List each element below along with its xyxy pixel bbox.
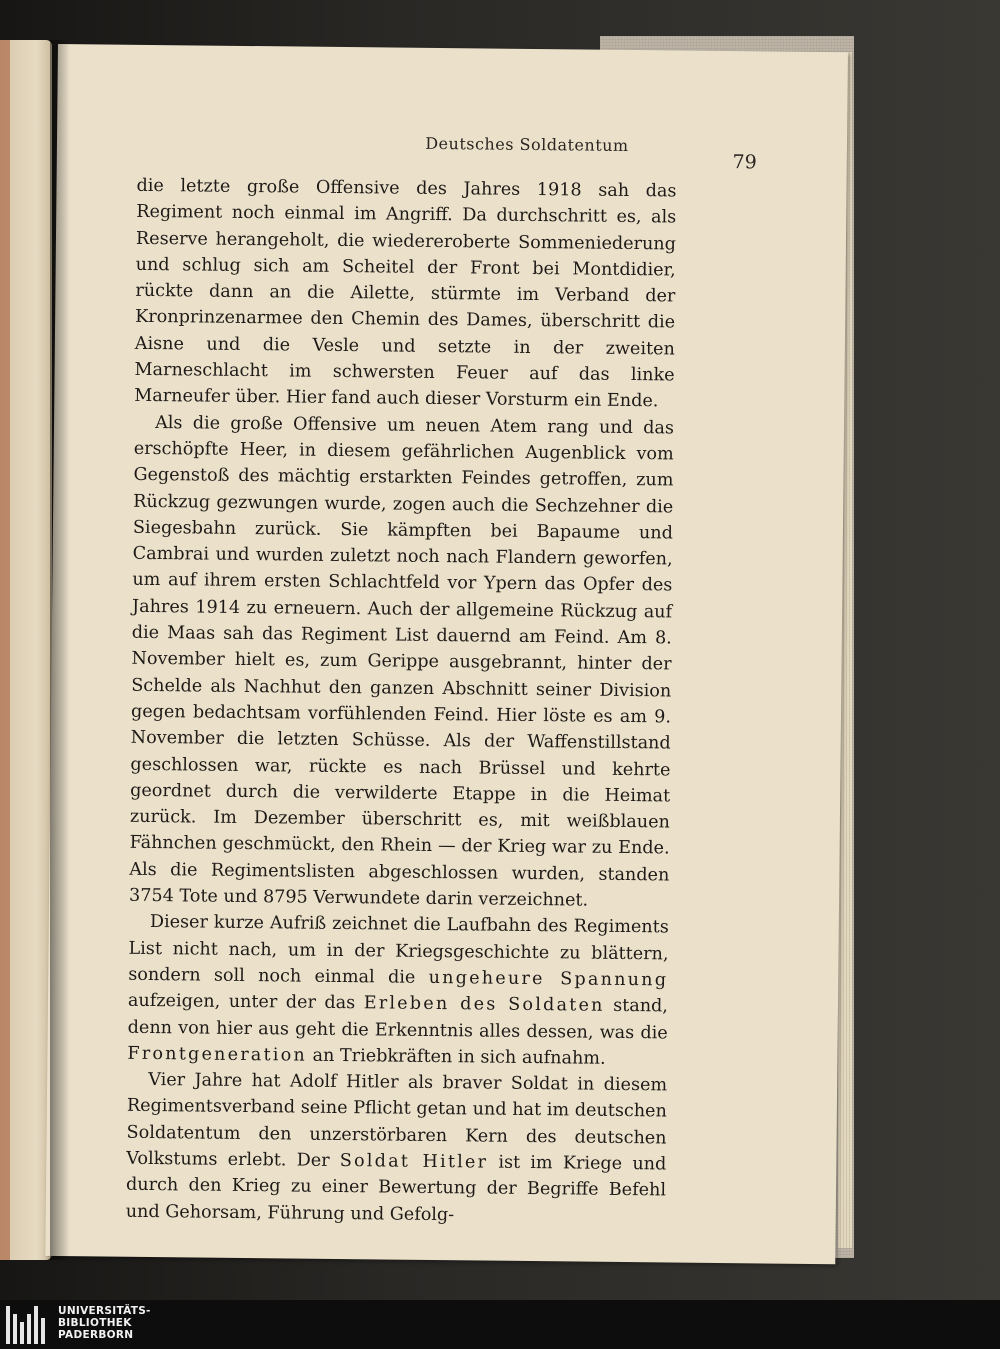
text-segment: aufzeigen, unter der das	[127, 990, 364, 1014]
page-number: 79	[732, 151, 757, 174]
logo-line: UNIVERSITÄTS-	[58, 1305, 151, 1317]
paragraph	[134, 173, 676, 415]
library-logo-icon	[6, 1306, 50, 1344]
text-segment: an Triebkräften in sich aufnahm.	[306, 1045, 606, 1069]
spaced-emphasis: Soldat Hitler	[339, 1150, 489, 1173]
logo-line: PADERBORN	[58, 1329, 134, 1341]
footer-bar	[0, 1300, 1000, 1349]
text-segment: die letzte große Offensive des Jahres 1918 sah das Regiment noch einmal im Angriff. Da durchschritt es, als Reserve herangeholt, die wiedereroberte Sommeniederung und schlug sich am Scheitel der Front bei Montdidier, rückte dann an die Ailette, stürmte im Verband der Kronprinzenarmee den Chemin des Dames, überschritt die Aisne und die Vesle und setzte in der zweiten Marneschlacht im schwersten Feuer auf das linke Marneufer über. Hier fand auch dieser Vorsturm ein Ende.	[134, 175, 677, 412]
page-gutter-shadow	[50, 40, 70, 1260]
left-page-spine-tint	[0, 40, 10, 1260]
logo-line: BIBLIOTHEK	[58, 1317, 132, 1329]
text-segment: Dieser kurze Aufriß zeichnet die Laufbahn des Regiments List nicht nach, um in der Kriegsgeschichte zu blättern, sondern soll noch einmal die	[128, 912, 669, 988]
text-segment: ist im Kriege und durch den Krieg zu einer Bewertung der Begriffe Befehl und Gehorsam, Führung und Gefolg-	[125, 1152, 667, 1225]
spaced-emphasis: Frontgeneration	[127, 1043, 308, 1066]
text-segment: Als die große Offensive um neuen Atem rang und das erschöpfte Heer, in diesem gefährlichen Augenblick vom Gegenstoß des mächtig erstarkten Feindes getroffen, zum Rückzug gezwungen wurde, zogen auch die Sechzehner die Siegesbahn zurück. Sie kämpften bei Bapaume und Cambrai und wurden zuletzt noch nach Flandern geworfen, um auf ihrem ersten Schlachtfeld vor Ypern das Opfer des Jahres 1914 zu erneuern. Auch der allgemeine Rückzug auf die Maas sah das Regiment List dauernd am Feind. Am 8. November hielt es, zum Gerippe ausgebrannt, hinter der Schelde als Nachhut den ganzen Abschnitt seiner Division gegen bedachtsam vorfühlenden Feind. Hier löste es am 9. November die letzten Schüsse. Als der Waffenstillstand geschlossen war, rückte es nach Brüssel und kehrte geordnet durch die verwilderte Etappe in die Heimat zurück. Im Dezember überschritt es, mit weißblauen Fähnchen geschmückt, den Rhein — der Krieg war zu Ende. Als die Regimentslisten abgeschlossen wurden, standen 3754 Tote und 8795 Verwundete darin verzeichnet.	[128, 412, 675, 911]
text-segment: Vier Jahre hat Adolf Hitler als braver Soldat in diesem Regimentsverband seine Pflicht getan und hat im deutschen Soldatentum den unzerstörbaren Kern des deutschen Volkstums erlebt. Der	[126, 1070, 668, 1171]
paragraph	[129, 409, 674, 914]
spaced-emphasis: ungeheure Spannung	[428, 967, 669, 991]
paragraph	[127, 909, 669, 1072]
library-logo-text	[58, 1305, 151, 1341]
paragraph	[126, 1067, 668, 1230]
running-head: Deutsches Soldatentum	[425, 133, 629, 155]
body-text	[126, 173, 677, 1230]
text-segment: stand, denn von hier aus geht die Erkenntnis alles dessen, was die	[127, 995, 669, 1043]
book-page	[45, 44, 848, 1264]
spaced-emphasis: Erleben des Soldaten	[363, 993, 605, 1016]
